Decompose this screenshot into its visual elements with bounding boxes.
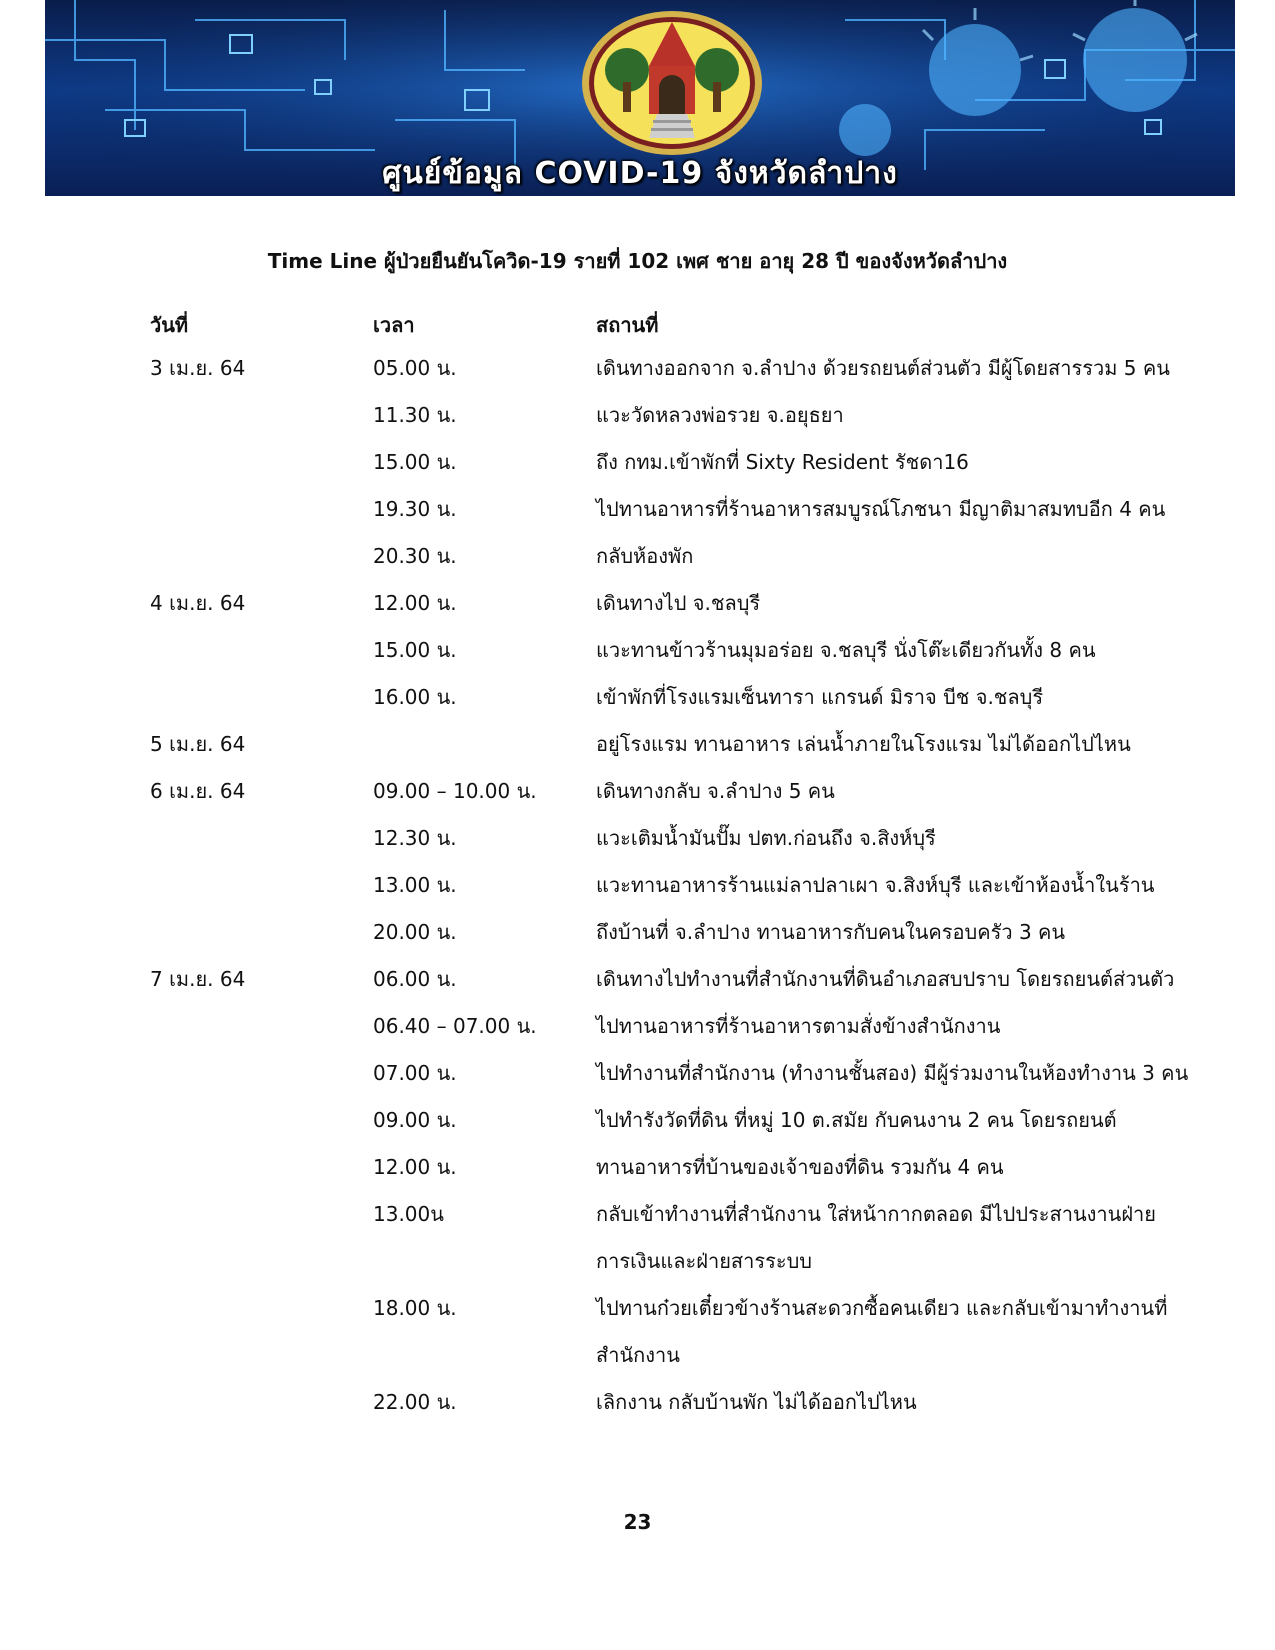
row-date bbox=[150, 439, 373, 486]
lampang-province-seal bbox=[579, 8, 765, 158]
row-time: 12.30 น. bbox=[373, 826, 457, 850]
table-row bbox=[150, 1191, 1210, 1238]
row-place: ถึง กทม.เข้าพักที่ Sixty Resident รัชดา16 bbox=[596, 450, 969, 474]
row-time: 18.00 น. bbox=[373, 1296, 457, 1320]
row-time: 15.00 น. bbox=[373, 450, 457, 474]
row-date bbox=[150, 533, 373, 580]
row-place: เข้าพักที่โรงแรมเซ็นทารา แกรนด์ มิราจ บีช จ.ชลบุรี bbox=[596, 685, 1044, 709]
row-time: 09.00 น. bbox=[373, 1108, 457, 1132]
table-row bbox=[150, 1097, 1210, 1144]
header-time: เวลา bbox=[373, 313, 415, 337]
row-place: แวะเติมน้ำมันปั๊ม ปตท.ก่อนถึง จ.สิงห์บุรี bbox=[596, 826, 936, 850]
row-date bbox=[150, 627, 373, 674]
row-date bbox=[150, 1379, 373, 1426]
row-date bbox=[150, 1285, 373, 1332]
row-place: เดินทางไปทำงานที่สำนักงานที่ดินอำเภอสบปราบ โดยรถยนต์ส่วนตัว bbox=[596, 967, 1175, 991]
row-time: 19.30 น. bbox=[373, 497, 457, 521]
row-time: 07.00 น. bbox=[373, 1061, 457, 1085]
row-place: เลิกงาน กลับบ้านพัก ไม่ได้ออกไปไหน bbox=[596, 1390, 917, 1414]
row-date bbox=[150, 909, 373, 956]
row-time: 09.00 – 10.00 น. bbox=[373, 779, 537, 803]
row-date bbox=[150, 862, 373, 909]
table-row bbox=[150, 627, 1210, 674]
row-time: 11.30 น. bbox=[373, 403, 457, 427]
row-time: 12.00 น. bbox=[373, 1155, 457, 1179]
timeline-header bbox=[150, 305, 1210, 345]
row-place: ไปทานอาหารที่ร้านอาหารตามสั่งข้างสำนักงาน bbox=[596, 1014, 1001, 1038]
row-date bbox=[150, 392, 373, 439]
table-row bbox=[150, 1003, 1210, 1050]
header-place: สถานที่ bbox=[596, 313, 659, 337]
row-time: 13.00น bbox=[373, 1202, 444, 1226]
row-time: 12.00 น. bbox=[373, 591, 457, 615]
table-row bbox=[150, 1238, 1210, 1285]
row-place: กลับห้องพัก bbox=[596, 544, 694, 568]
row-date: 3 เม.ย. 64 bbox=[150, 356, 246, 380]
row-time: 05.00 น. bbox=[373, 356, 457, 380]
table-row bbox=[150, 533, 1210, 580]
row-place: แวะทานอาหารร้านแม่ลาปลาเผา จ.สิงห์บุรี และเข้าห้องน้ำในร้าน bbox=[596, 873, 1155, 897]
table-row bbox=[150, 721, 1210, 768]
row-place: เดินทางออกจาก จ.ลำปาง ด้วยรถยนต์ส่วนตัว มีผู้โดยสารรวม 5 คน bbox=[596, 356, 1170, 380]
table-row bbox=[150, 815, 1210, 862]
row-time: 06.00 น. bbox=[373, 967, 457, 991]
document-title: Time Line ผู้ป่วยยืนยันโควิด-19 รายที่ 102 เพศ ชาย อายุ 28 ปี ของจังหวัดลำปาง bbox=[267, 249, 1008, 273]
row-time: 20.00 น. bbox=[373, 920, 457, 944]
row-date: 7 เม.ย. 64 bbox=[150, 967, 246, 991]
timeline-table bbox=[150, 305, 1210, 1426]
row-place: ไปทำงานที่สำนักงาน (ทำงานชั้นสอง) มีผู้ร่วมงานในห้องทำงาน 3 คน bbox=[596, 1061, 1189, 1085]
row-time: 15.00 น. bbox=[373, 638, 457, 662]
table-row bbox=[150, 1379, 1210, 1426]
row-place: ทานอาหารที่บ้านของเจ้าของที่ดิน รวมกัน 4 คน bbox=[596, 1155, 1004, 1179]
row-date: 6 เม.ย. 64 bbox=[150, 779, 246, 803]
table-row bbox=[150, 1050, 1210, 1097]
table-row bbox=[150, 909, 1210, 956]
table-row bbox=[150, 1332, 1210, 1379]
table-row bbox=[150, 486, 1210, 533]
row-time: 06.40 – 07.00 น. bbox=[373, 1014, 537, 1038]
row-place: สำนักงาน bbox=[596, 1343, 680, 1367]
row-place: กลับเข้าทำงานที่สำนักงาน ใส่หน้ากากตลอด มีไปประสานงานฝ่าย bbox=[596, 1202, 1156, 1226]
row-date bbox=[150, 486, 373, 533]
page-number: 23 bbox=[623, 1510, 652, 1534]
timeline-rows bbox=[150, 345, 1210, 1426]
row-time bbox=[373, 1332, 596, 1379]
row-time: 22.00 น. bbox=[373, 1390, 457, 1414]
table-row bbox=[150, 768, 1210, 815]
row-time: 13.00 น. bbox=[373, 873, 457, 897]
row-date bbox=[150, 1332, 373, 1379]
table-row bbox=[150, 674, 1210, 721]
row-place: ไปทานก๋วยเตี๋ยวข้างร้านสะดวกซื้อคนเดียว และกลับเข้ามาทำงานที่ bbox=[596, 1296, 1168, 1320]
table-row bbox=[150, 1285, 1210, 1332]
row-date bbox=[150, 1097, 373, 1144]
row-date: 4 เม.ย. 64 bbox=[150, 591, 246, 615]
row-time: 20.30 น. bbox=[373, 544, 457, 568]
row-place: ถึงบ้านที่ จ.ลำปาง ทานอาหารกับคนในครอบครัว 3 คน bbox=[596, 920, 1066, 944]
row-place: แวะวัดหลวงพ่อรวย จ.อยุธยา bbox=[596, 403, 844, 427]
row-place: แวะทานข้าวร้านมุมอร่อย จ.ชลบุรี นั่งโต๊ะเดียวกันทั้ง 8 คน bbox=[596, 638, 1096, 662]
row-date bbox=[150, 815, 373, 862]
row-place: การเงินและฝ่ายสารระบบ bbox=[596, 1249, 812, 1273]
row-date: 5 เม.ย. 64 bbox=[150, 732, 246, 756]
row-time bbox=[373, 721, 596, 768]
table-row bbox=[150, 439, 1210, 486]
row-place: อยู่โรงแรม ทานอาหาร เล่นน้ำภายในโรงแรม ไม่ได้ออกไปไหน bbox=[596, 732, 1131, 756]
table-row bbox=[150, 862, 1210, 909]
banner-title: ศูนย์ข้อมูล COVID-19 จังหวัดลำปาง bbox=[382, 156, 898, 191]
header-banner bbox=[45, 0, 1235, 196]
row-place: ไปทำรังวัดที่ดิน ที่หมู่ 10 ต.สมัย กับคนงาน 2 คน โดยรถยนต์ bbox=[596, 1108, 1117, 1132]
row-time: 16.00 น. bbox=[373, 685, 457, 709]
row-place: เดินทางไป จ.ชลบุรี bbox=[596, 591, 761, 615]
table-row bbox=[150, 580, 1210, 627]
table-row bbox=[150, 345, 1210, 392]
row-place: ไปทานอาหารที่ร้านอาหารสมบูรณ์โภชนา มีญาติมาสมทบอีก 4 คน bbox=[596, 497, 1166, 521]
table-row bbox=[150, 392, 1210, 439]
row-date bbox=[150, 674, 373, 721]
row-date bbox=[150, 1191, 373, 1238]
row-date bbox=[150, 1003, 373, 1050]
row-date bbox=[150, 1144, 373, 1191]
row-date bbox=[150, 1238, 373, 1285]
table-row bbox=[150, 956, 1210, 1003]
row-place: เดินทางกลับ จ.ลำปาง 5 คน bbox=[596, 779, 835, 803]
header-date: วันที่ bbox=[150, 313, 189, 337]
table-row bbox=[150, 1144, 1210, 1191]
row-time bbox=[373, 1238, 596, 1285]
row-date bbox=[150, 1050, 373, 1097]
